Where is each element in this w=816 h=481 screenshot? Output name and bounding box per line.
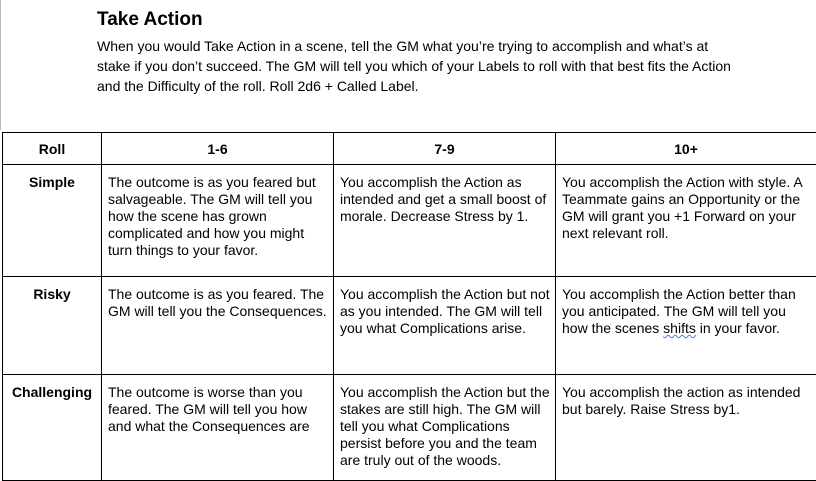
table-row-risky (3, 277, 816, 375)
header-roll: Roll (3, 133, 102, 165)
row-label-risky: Risky (3, 277, 102, 375)
cell-risky-10-plus (556, 277, 816, 375)
table-row-simple (3, 165, 816, 277)
cell-simple-1-6: The outcome is as you feared but salvageable. The GM will tell you how the scene has grown complicated and how you might turn things to your favor. (102, 165, 334, 277)
header-10-plus: 10+ (556, 133, 816, 165)
cell-text-after: in your favor. (696, 320, 780, 336)
cell-risky-1-6: The outcome is as you feared. The GM will tell you the Consequences. (102, 277, 334, 375)
table-header-row (3, 133, 816, 165)
cell-risky-7-9: You accomplish the Action but not as you intended. The GM will tell you what Complications arise. (334, 277, 556, 375)
header-7-9: 7-9 (334, 133, 556, 165)
row-label-simple: Simple (3, 165, 102, 277)
row-label-challenging: Challenging (3, 375, 102, 481)
table-row-challenging (3, 375, 816, 481)
cell-challenging-1-6: The outcome is worse than you feared. The GM will tell you how and what the Consequences are (102, 375, 334, 481)
cell-challenging-7-9: You accomplish the Action but the stakes are still high. The GM will tell you what Complications persist before you and the team are truly out of the woods. (334, 375, 556, 481)
cell-simple-10-plus: You accomplish the Action with style. A Teammate gains an Opportunity or the GM will grant you +1 Forward on your next relevant roll. (556, 165, 816, 277)
cell-challenging-10-plus: You accomplish the action as intended but barely. Raise Stress by1. (556, 375, 816, 481)
cell-text-before: You accomplish the Action better than you anticipated. The GM will tell you how the scenes (562, 286, 796, 336)
spellcheck-marked-word[interactable]: shifts (663, 320, 696, 336)
roll-outcomes-table (2, 132, 816, 481)
header-1-6: 1-6 (102, 133, 334, 165)
page-margin-line (0, 0, 1, 130)
cell-simple-7-9: You accomplish the Action as intended and get a small boost of morale. Decrease Stress by 1. (334, 165, 556, 277)
intro-paragraph: When you would Take Action in a scene, tell the GM what you’re trying to accomplish and what’s at stake if you don’t succeed. The GM will tell you which of your Labels to roll with that best fits the Action and the Difficulty of the roll. Roll 2d6 + Called Label. (97, 36, 737, 96)
section-heading: Take Action (97, 9, 203, 31)
